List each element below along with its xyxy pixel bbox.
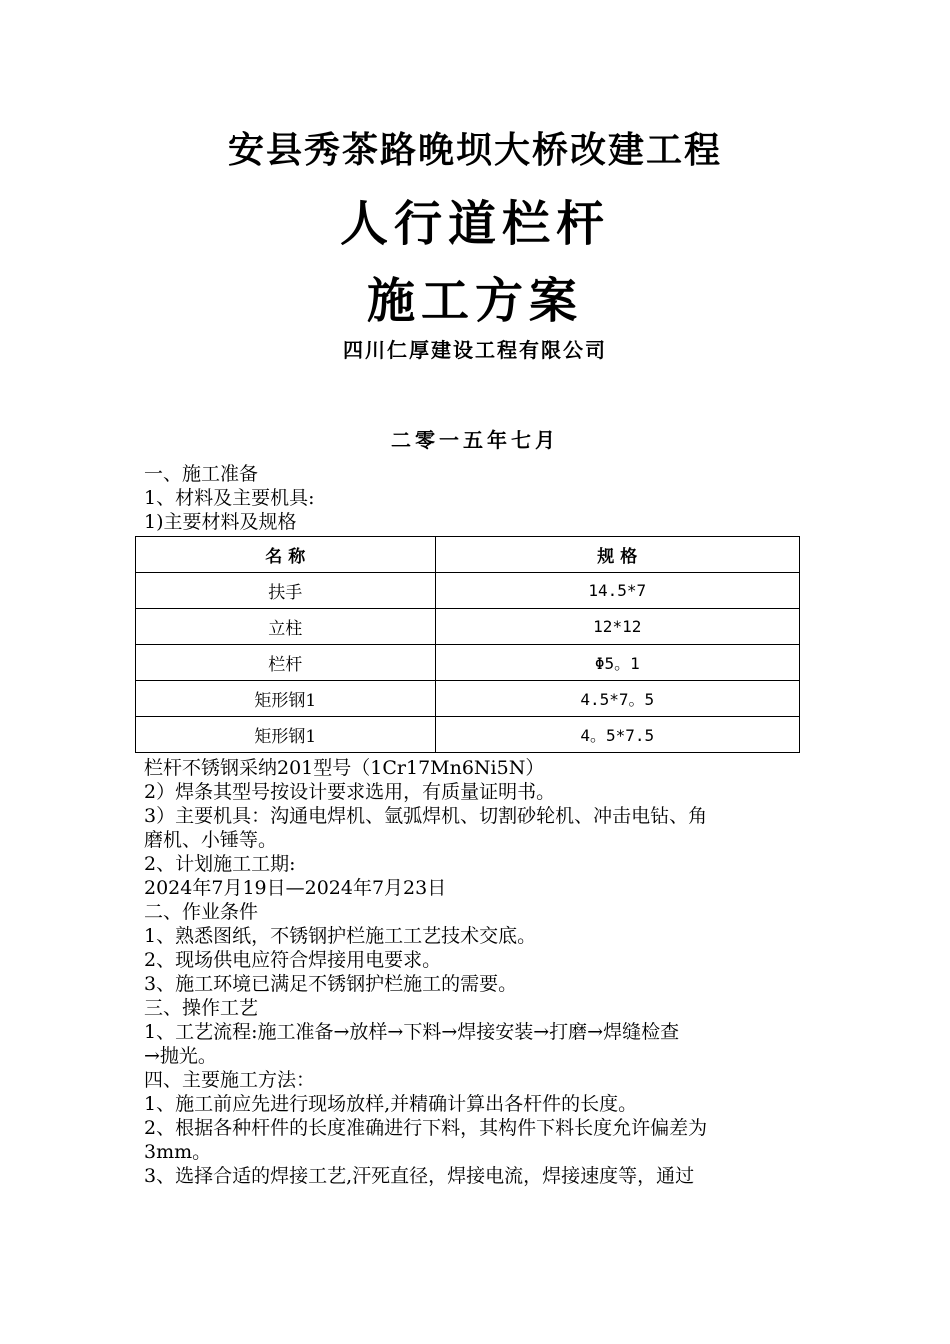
paragraph-line: 1、熟悉图纸，不锈钢护栏施工工艺技术交底。	[144, 925, 537, 947]
table-cell-name: 栏杆	[136, 645, 436, 681]
table-cell-spec: 4.5*7。5	[435, 681, 799, 717]
section-heading: 四、主要施工方法：	[144, 1069, 316, 1091]
column-header-spec: 规 格	[435, 537, 799, 573]
paragraph-line: 2、根据各种杆件的长度准确进行下料，其构件下料长度允许偏差为	[144, 1117, 708, 1139]
table-row	[136, 645, 800, 681]
section-heading: 一、施工准备	[144, 463, 259, 485]
table-cell-spec: Φ5。1	[435, 645, 799, 681]
column-header-name: 名 称	[136, 537, 436, 573]
paragraph-line: 3、选择合适的焊接工艺,汗死直径，焊接电流，焊接速度等，通过	[144, 1165, 695, 1187]
table-row	[136, 609, 800, 645]
subsection-heading: 1)主要材料及规格	[144, 511, 297, 533]
body-paragraphs	[144, 756, 809, 1188]
paragraph-line: 2、现场供电应符合焊接用电要求。	[144, 949, 442, 971]
paragraph-line: 3）主要机具：沟通电焊机、氩弧焊机、切割砂轮机、冲击电钻、角	[144, 805, 708, 827]
table-row	[136, 573, 800, 609]
paragraph-line: 栏杆不锈钢采纳201型号（1Cr17Mn6Ni5N）	[144, 757, 545, 779]
company-name: 四川仁厚建设工程有限公司	[343, 338, 607, 362]
table-cell-name: 矩形钢1	[136, 717, 436, 753]
subject-title: 人行道栏杆	[339, 196, 610, 252]
table-cell-name: 矩形钢1	[136, 681, 436, 717]
paragraph-line: 2、计划施工工期:	[144, 853, 296, 875]
table-header-row	[136, 537, 800, 573]
paragraph-line: 1、工艺流程:施工准备→放样→下料→焊接安装→打磨→焊缝检查	[144, 1021, 680, 1043]
paragraph-line: 磨机、小锤等。	[144, 829, 278, 851]
section-heading: 三、操作工艺	[144, 997, 259, 1019]
section-preparation	[144, 462, 809, 534]
paragraph-line: 3、施工环境已满足不锈钢护栏施工的需要。	[144, 973, 518, 995]
table-cell-name: 扶手	[136, 573, 436, 609]
document-type-title: 施工方案	[366, 273, 583, 329]
subsection-heading: 1、材料及主要机具:	[144, 487, 315, 509]
table-row	[136, 681, 800, 717]
section-heading: 二、作业条件	[144, 901, 259, 923]
document-date: 二零一五年七月	[391, 428, 559, 452]
table-cell-spec: 4。5*7.5	[435, 717, 799, 753]
paragraph-line: 1、施工前应先进行现场放样,并精确计算出各杆件的长度。	[144, 1093, 638, 1115]
paragraph-line: →抛光。	[144, 1045, 217, 1067]
table-cell-spec: 14.5*7	[435, 573, 799, 609]
paragraph-line: 2024年7月19日—2024年7月23日	[144, 877, 447, 899]
table-row	[136, 717, 800, 753]
paragraph-line: 2）焊条其型号按设计要求选用，有质量证明书。	[144, 781, 556, 803]
materials-spec-table	[135, 536, 800, 753]
project-title: 安县秀茶路晚坝大桥改建工程	[227, 129, 722, 171]
paragraph-line: 3mm。	[144, 1141, 212, 1163]
table-cell-name: 立柱	[136, 609, 436, 645]
table-cell-spec: 12*12	[435, 609, 799, 645]
